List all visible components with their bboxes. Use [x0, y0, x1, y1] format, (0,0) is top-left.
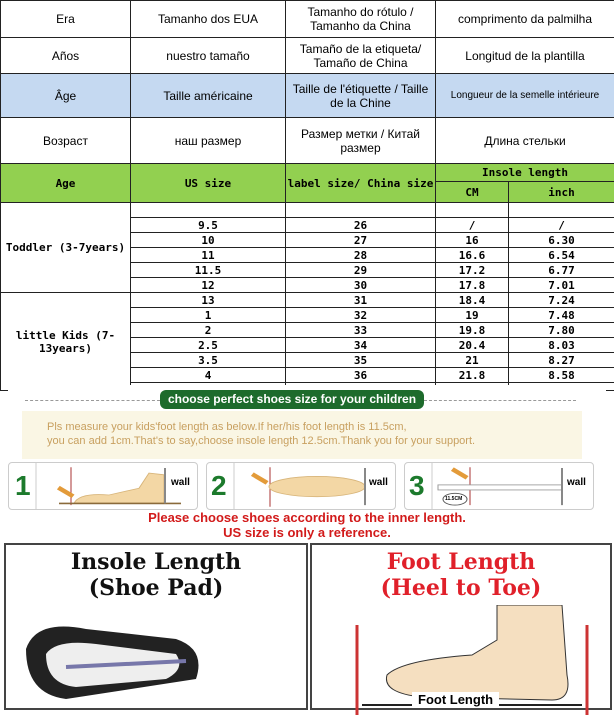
- cell: 30: [286, 278, 436, 293]
- cell: Longueur de la semelle intérieure: [436, 74, 614, 118]
- cell: Longitud de la plantilla: [436, 38, 614, 74]
- cell: 2: [131, 323, 286, 338]
- insole-length-panel: [4, 543, 308, 710]
- cell: Tamanho dos EUA: [131, 1, 286, 38]
- table-row: [1, 293, 614, 308]
- panel-subtitle: (Heel to Toe): [312, 575, 610, 601]
- cell: 35: [286, 353, 436, 368]
- cell: /: [436, 218, 509, 233]
- panel-title: Insole Length: [6, 549, 306, 575]
- cell: Era: [1, 1, 131, 38]
- header-cm: CM: [436, 182, 509, 203]
- cell: 36: [286, 368, 436, 383]
- cell: 10: [131, 233, 286, 248]
- guide-line: you can add 1cm.That's to say,choose insole length 12.5cm.Thank you for your support.: [47, 434, 582, 448]
- cell: 34: [286, 338, 436, 353]
- cell: 3.5: [131, 353, 286, 368]
- cell: 29: [286, 263, 436, 278]
- cell: 21.8: [436, 368, 509, 383]
- cell: 6.77: [509, 263, 614, 278]
- wall-label: wall: [171, 477, 190, 489]
- cell: 7.48: [509, 308, 614, 323]
- cell: наш размер: [131, 118, 286, 164]
- row-russian: [1, 118, 614, 164]
- cell: /: [509, 218, 614, 233]
- cell: Taille américaine: [131, 74, 286, 118]
- cell: comprimento da palmilha: [436, 1, 614, 38]
- foot-top-icon: [207, 463, 396, 510]
- guide-text: [22, 411, 582, 459]
- cell: 12: [131, 278, 286, 293]
- cell: 17.2: [436, 263, 509, 278]
- cell: Tamanho do rótulo / Tamanho da China: [286, 1, 436, 38]
- group-little-kids: little Kids (7-13years): [1, 293, 131, 391]
- cell: 8.03: [509, 338, 614, 353]
- header-label: label size/ China size: [286, 164, 436, 203]
- row-spanish: [1, 38, 614, 74]
- cell: 32: [286, 308, 436, 323]
- step-number: 1: [15, 470, 31, 502]
- dashed-divider: [424, 400, 576, 401]
- step-2: [206, 462, 396, 510]
- step-1: [8, 462, 198, 510]
- cell: 31: [286, 293, 436, 308]
- cell: 6.54: [509, 248, 614, 263]
- cell: 11.5: [131, 263, 286, 278]
- cell: Длина стельки: [436, 118, 614, 164]
- cell: 6.30: [509, 233, 614, 248]
- header-us: US size: [131, 164, 286, 203]
- cell: 26: [286, 218, 436, 233]
- guide-banner: choose perfect shoes size for your children: [160, 390, 424, 409]
- row-french: [1, 74, 614, 118]
- cell: 18.4: [436, 293, 509, 308]
- table-row: [1, 203, 614, 218]
- cell: Tamaño de la etiqueta/ Tamaño de China: [286, 38, 436, 74]
- ruler-label: 11.5CM: [445, 496, 462, 502]
- panel-subtitle: (Shoe Pad): [6, 575, 306, 601]
- cell: 7.24: [509, 293, 614, 308]
- cell: 11: [131, 248, 286, 263]
- cell: Âge: [1, 74, 131, 118]
- cell: 8.27: [509, 353, 614, 368]
- cell: 16.6: [436, 248, 509, 263]
- cell: 16: [436, 233, 509, 248]
- cell: 4: [131, 368, 286, 383]
- cell: 27: [286, 233, 436, 248]
- warning-line-1: Please choose shoes according to the inner length.: [0, 511, 614, 525]
- cell: 19.8: [436, 323, 509, 338]
- cell: 28: [286, 248, 436, 263]
- cell: 7.80: [509, 323, 614, 338]
- guide-line: Pls measure your kids'foot length as below.If her/his foot length is 11.5cm,: [47, 420, 582, 434]
- cell: 20.4: [436, 338, 509, 353]
- foot-length-panel: [310, 543, 612, 710]
- group-toddler: Toddler (3-7years): [1, 203, 131, 293]
- cell: Размер метки / Китай размер: [286, 118, 436, 164]
- cell: 19: [436, 308, 509, 323]
- header-row: [1, 164, 614, 182]
- header-insole: Insole length: [436, 164, 614, 182]
- cell: 13: [131, 293, 286, 308]
- step-number: 2: [211, 470, 227, 502]
- wall-label: wall: [567, 477, 586, 489]
- cell: 2.5: [131, 338, 286, 353]
- cell: Возраст: [1, 118, 131, 164]
- warning-line-2: US size is only a reference.: [0, 526, 614, 540]
- ruler-icon: [405, 463, 594, 510]
- cell: 21: [436, 353, 509, 368]
- shoe-insole-icon: [6, 609, 306, 709]
- header-inch: inch: [509, 182, 614, 203]
- cell: nuestro tamaño: [131, 38, 286, 74]
- step-number: 3: [409, 470, 425, 502]
- cell: 17.8: [436, 278, 509, 293]
- dashed-divider: [25, 400, 160, 401]
- cell: 33: [286, 323, 436, 338]
- step-3: [404, 462, 594, 510]
- cell: Años: [1, 38, 131, 74]
- cell: 1: [131, 308, 286, 323]
- foot-side-icon: [9, 463, 198, 510]
- cell: 8.58: [509, 368, 614, 383]
- foot-length-label: Foot Length: [412, 692, 499, 707]
- cell: 7.01: [509, 278, 614, 293]
- header-age: Age: [1, 164, 131, 203]
- wall-label: wall: [369, 477, 388, 489]
- cell: Taille de l'étiquette / Taille de la Chine: [286, 74, 436, 118]
- panel-title: Foot Length: [312, 549, 610, 575]
- cell: 9.5: [131, 218, 286, 233]
- row-portuguese: [1, 1, 614, 38]
